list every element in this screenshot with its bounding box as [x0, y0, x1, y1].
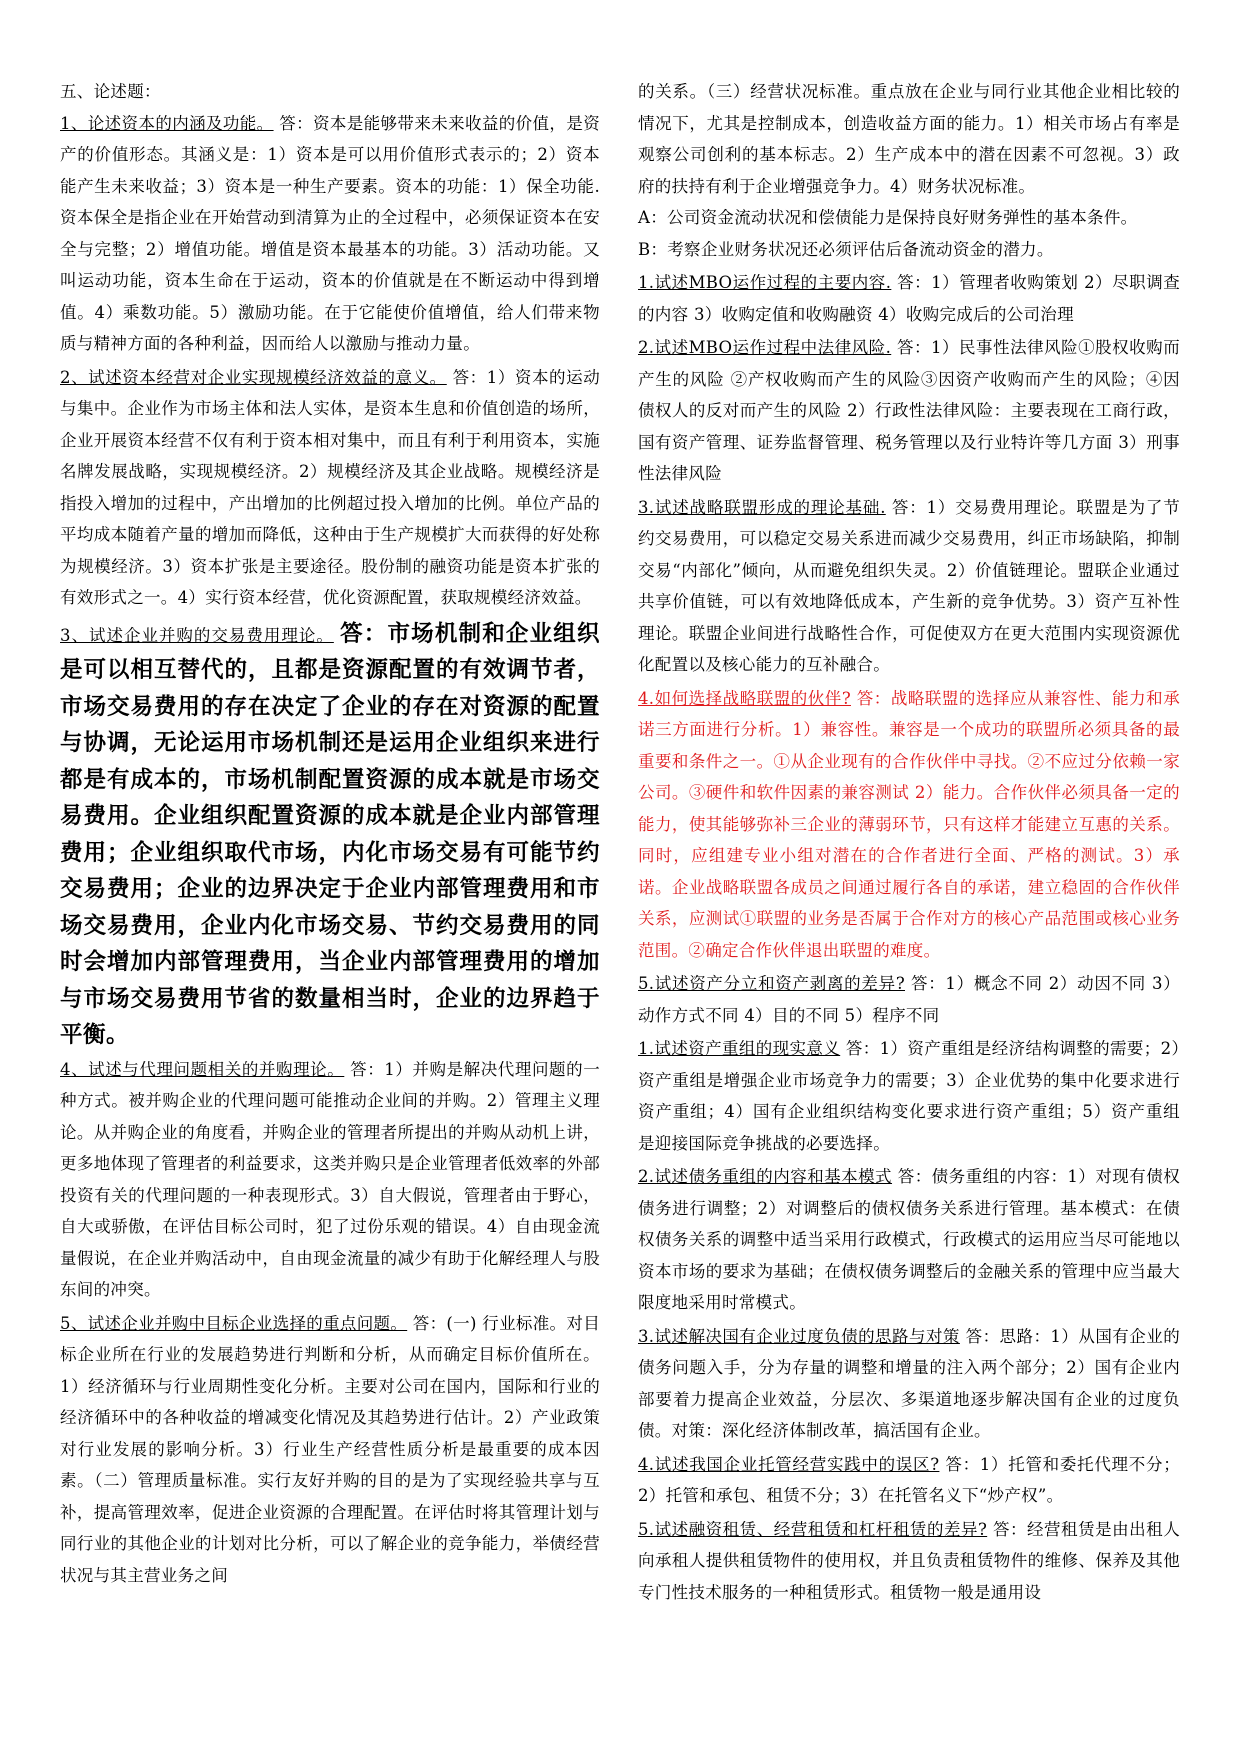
question-title: 3.试述战略联盟形成的理论基础. — [638, 497, 886, 517]
answer-text: 答：经营租赁是由出租人向承租人提供租赁物件的使用权，并且负责租赁物件的维修、保养及其他专门性技术服务的一种租赁形式。租赁物一般是通用设 — [638, 1519, 1180, 1602]
question-block — [60, 1054, 600, 1306]
question-block — [638, 1033, 1180, 1159]
question-title: 2、试述资本经营对企业实现规模经济效益的意义。 — [60, 367, 447, 387]
question-block — [638, 1161, 1180, 1319]
continued-text-b: B：考察企业财务状况还必须评估后备流动资金的潜力。 — [638, 239, 1054, 259]
answer-text: 答：1）并购是解决代理问题的一种方式。被并购企业的代理问题可能推动企业间的并购。2）管理主义理论。从并购企业的角度看，并购企业的管理者所提出的并购从动机上讲，更多地体现了管理者的利益要求，这类并购只是企业管理者低效率的外部投资有关的代理问题的一种表现形式。3）自大假说，管理者由于野心，自大或骄傲，在评估目标公司时，犯了过份乐观的错误。4）自由现金流量假说，在企业并购活动中，自由现金流量的减少有助于化解经理人与股东间的冲突。 — [60, 1059, 600, 1299]
question-block — [638, 1321, 1180, 1447]
answer-text: 答：资本是能够带来未来收益的价值，是资产的价值形态。其涵义是：1）资本是可以用价值形式表示的；2）资本能产生未来收益；3）资本是一种生产要素。资本的功能：1）保全功能.资本保全是指企业在开始营动到清算为止的全过程中，必须保证资本在安全与完整；2）增值功能。增值是资本最基本的功能。3）活动功能。又叫运动功能，资本生命在于运动，资本的价值就是在不断运动中得到增值。4）乘数功能。5）激励功能。在于它能使价值增值，给人们带来物质与精神方面的各种利益，因而给人以激励与推动力量。 — [60, 113, 601, 353]
section-title: 五、论述题： — [60, 82, 161, 101]
answer-text: 答：1）托管和委托代理不分；2）托管和承包、租赁不分；3）在托管名义下“炒产权”。 — [638, 1454, 1181, 1505]
answer-text: 答：债务重组的内容：1）对现有债权债务进行调整；2）对调整后的债权债务关系进行管理。基本模式：在债权债务关系的调整中适当采用行政模式，行政模式的运用应当尽可能地以资本市场的要求为基础；在债权债务调整后的金融关系的管理中应当最大限度地采用时常模式。 — [638, 1167, 1180, 1312]
question-block — [60, 616, 600, 1054]
question-title: 1.试述MBO运作过程的主要内容. — [638, 273, 892, 292]
question-title: 2.试述债务重组的内容和基本模式 — [638, 1167, 893, 1186]
question-title: 1、论述资本的内涵及功能。 — [60, 113, 274, 133]
answer-text: 答：1）交易费用理论。联盟是为了节约交易费用，可以稳定交易关系进而减少交易费用，纠正市场缺陷，抑制交易“内部化”倾向，从而避免组织失灵。2）价值链理论。盟联企业通过共享价值链，可以有效地降低成本，产生新的竞争优势。3）资产互补性理论。联盟企业间进行战略性合作，可促使双方在更大范围内实现资源优化配置以及核心能力的互补融合。 — [638, 497, 1180, 674]
question-block — [638, 1514, 1180, 1609]
answer-text: 答：战略联盟的选择应从兼容性、能力和承诺三方面进行分析。1）兼容性。兼容是一个成功的联盟所必须具备的最重要和条件之一。①从企业现有的合作伙伴中寻找。②不应过分依赖一家公司。③硬件和软件因素的兼容测试 2）能力。合作伙伴必须具备一定的能力，使其能够弥补三企业的薄弱环节，只有这样才能建立互惠的关系。同时，应组建专业小组对潜在的合作者进行全面、严格的测试。3）承诺。企业战略联盟各成员之间通过履行各自的承诺，建立稳固的合作伙伴关系，应测试①联盟的业务是否属于合作对方的核心产品范围或核心业务范围。②确定合作伙伴退出联盟的难度。 — [638, 688, 1181, 960]
question-title: 4.试述我国企业托管经营实践中的误区? — [638, 1454, 940, 1474]
answer-text: 答：1）资产重组是经济结构调整的需要；2）资产重组是增强企业市场竞争力的需要；3）企业优势的集中化要求进行资产重组；4）国有企业组织结构变化要求进行资产重组；5）资产重组是迎接国际竞争挑战的必要选择。 — [638, 1039, 1181, 1153]
left-column — [60, 76, 600, 1591]
question-title: 2.试述MBO运作过程中法律风险. — [638, 338, 892, 357]
question-block — [638, 267, 1180, 330]
question-block — [60, 108, 600, 360]
answer-text: 答：1）资本的运动与集中。企业作为市场主体和法人实体，是资本生息和价值创造的场所，企业开展资本经营不仅有利于资本相对集中，而且有利于利用资本，实施名牌发展战略，实现规模经济。2）规模经济及其企业战略。规模经济是指投入增加的过程中，产出增加的比例超过投入增加的比例。单位产品的平均成本随着产量的增加而降低，这种由于生产规模扩大而获得的好处称为规模经济。3）资本扩张是主要途径。股份制的融资功能是资本扩张的有效形式之一。4）实行资本经营，优化资源配置，获取规模经济效益。 — [60, 367, 601, 607]
question-block — [638, 492, 1180, 681]
question-block — [638, 968, 1180, 1031]
question-title: 4.如何选择战略联盟的伙伴? — [638, 688, 851, 708]
continued-text-a: A：公司资金流动状况和偿债能力是保持良好财务弹性的基本条件。 — [638, 208, 1138, 227]
question-title: 5、试述企业并购中目标企业选择的重点问题。 — [60, 1313, 408, 1333]
answer-text-bold: 答：市场机制和企业组织是可以相互替代的，且都是资源配置的有效调节者，市场交易费用的存在决定了企业的存在对资源的配置与协调，无论运用市场机制还是运用企业组织来进行都是有成本的，市场机制配置资源的成本就是市场交易费用。企业组织配置资源的成本就是企业内部管理费用；企业组织取代市场，内化市场交易有可能节约交易费用；企业的边界决定于企业内部管理费用和市场交易费用，企业内化市场交易、节约交易费用的同时会增加内部管理费用，当企业内部管理费用的增加与市场交易费用节省的数量相当时，企业的边界趋于平衡。 — [60, 620, 600, 1048]
right-column — [638, 76, 1180, 1608]
answer-text: 答：1）概念不同 2）动因不同 3）动作方式不同 4）目的不同 5）程序不同 — [638, 974, 1180, 1025]
question-title: 3.试述解决国有企业过度负债的思路与对策 — [638, 1326, 960, 1346]
question-title: 3、试述企业并购的交易费用理论。 — [60, 625, 334, 645]
question-block — [638, 1449, 1180, 1512]
question-title: 1.试述资产重组的现实意义 — [638, 1039, 841, 1058]
answer-text: 答：1）管理者收购策划 2）尽职调查的内容 3）收购定值和收购融资 4）收购完成后的公司治理 — [638, 273, 1181, 324]
question-block-highlighted — [638, 683, 1180, 967]
question-title: 4、试述与代理问题相关的并购理论。 — [60, 1059, 345, 1079]
answer-text: 答：(一) 行业标准。对目标企业所在行业的发展趋势进行判断和分析，从而确定目标价值所在。1）经济循环与行业周期性变化分析。主要对公司在国内，国际和行业的经济循环中的各种收益的增减变化情况及其趋势进行估计。2）产业政策对行业发展的影响分析。3）行业生产经营性质分析是最重要的成本因素。（二）管理质量标准。实行友好并购的目的是为了实现经验共享与互补，提高管理效率，促进企业资源的合理配置。在评估时将其管理计划与同行业的其他企业的计划对比分析，可以了解企业的竞争能力，举债经营状况与其主营业务之间 — [60, 1313, 600, 1585]
question-title: 5.试述资产分立和资产剥离的差异? — [638, 974, 905, 993]
answer-text: 答：思路：1）从国有企业的债务问题入手，分为存量的调整和增量的注入两个部分；2）国有企业内部要着力提高企业效益，分层次、多渠道地逐步解决国有企业的过度负债。对策：深化经济体制改革，搞活国有企业。 — [638, 1326, 1180, 1440]
continued-text: 的关系。（三）经营状况标准。重点放在企业与同行业其他企业相比较的情况下，尤其是控制成本，创造收益方面的能力。1）相关市场占有率是观察公司创利的基本标志。2）生产成本中的潜在因素不可忽视。3）政府的扶持有利于企业增强竞争力。4）财务状况标准。 — [638, 82, 1180, 196]
question-block — [60, 362, 600, 614]
question-block — [638, 332, 1180, 490]
question-block — [60, 1308, 600, 1592]
question-title: 5.试述融资租赁、经营租赁和杠杆租赁的差异? — [638, 1519, 988, 1539]
answer-text: 答：1）民事性法律风险①股权收购而产生的风险 ②产权收购而产生的风险③因资产收购而产生的风险；④因债权人的反对而产生的风险 2）行政性法律风险：主要表现在工商行政，国有资产管理、证券监督管理、税务管理以及行业特许等几方面 3）刑事性法律风险 — [638, 338, 1180, 483]
